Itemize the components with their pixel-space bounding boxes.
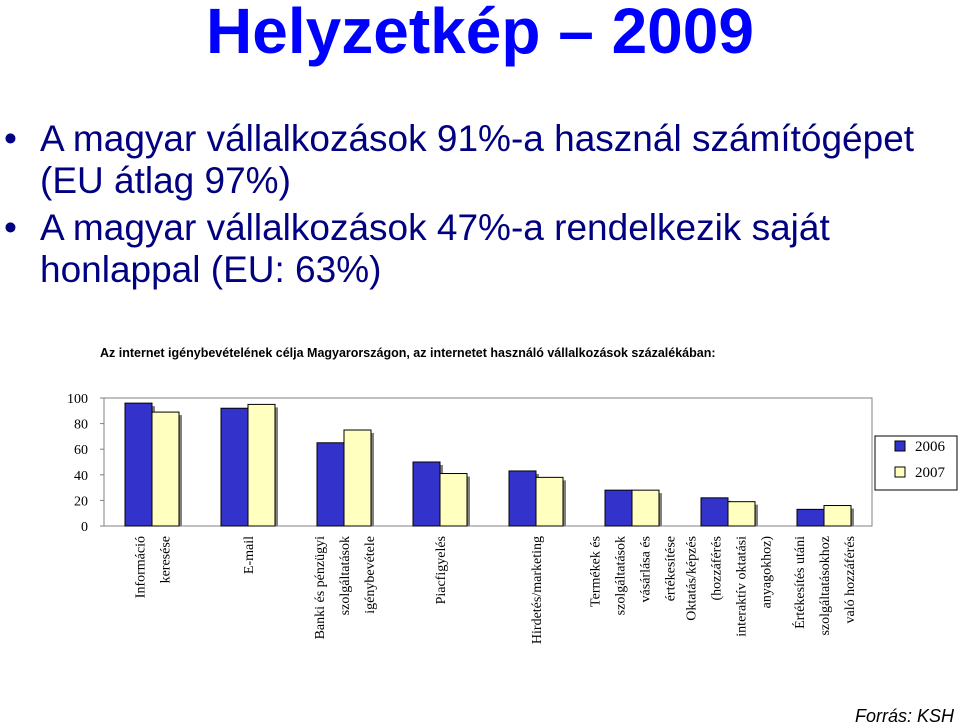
x-tick-label: Termékek és <box>588 536 604 607</box>
bar-2006 <box>797 509 824 526</box>
x-tick-label: E-mail <box>242 536 257 575</box>
x-tick-label: igénybevétele <box>363 536 378 614</box>
bar-2007 <box>440 474 467 526</box>
y-tick-label: 100 <box>67 392 88 407</box>
bar-2007 <box>344 430 371 526</box>
bullet-text: A magyar vállalkozások 47%-a rendelkezik saját honlappal (EU: 63%) <box>40 207 830 290</box>
bar-2006 <box>509 471 536 526</box>
x-tick-label: Értékesítés utáni <box>793 536 808 629</box>
bar-2007 <box>728 502 755 526</box>
x-tick-label: Információ <box>133 536 149 599</box>
x-tick-label: szolgáltatásokhoz <box>818 536 833 636</box>
x-tick-label: Banki és pénzügyi <box>313 536 328 640</box>
bar-2006 <box>125 403 152 526</box>
y-tick-label: 40 <box>74 468 88 484</box>
bar-2006 <box>701 498 728 526</box>
x-tick-label: (hozzáférés <box>709 536 725 601</box>
legend-label: 2007 <box>915 465 945 481</box>
y-tick-label: 60 <box>74 443 88 459</box>
x-tick-label: való hozzáférés <box>843 536 858 624</box>
bar-2007 <box>632 490 659 526</box>
x-tick-label: szolgáltatások <box>613 536 629 616</box>
bar-2007 <box>248 404 275 526</box>
y-tick-label: 20 <box>74 494 88 510</box>
legend-swatch <box>895 441 905 451</box>
bullet-dot-icon: • <box>4 207 17 248</box>
legend-label: 2006 <box>915 439 945 455</box>
x-tick-label: anyagokhoz) <box>759 536 775 609</box>
x-tick-label: Oktatás/képzés <box>684 536 700 621</box>
x-tick-label: vásárlása és <box>638 536 654 603</box>
chart-title: Az internet igénybevételének célja Magyarországon, az internetet használó vállalkozások százalékában: <box>100 346 716 360</box>
source-note: Forrás: KSH <box>854 706 954 726</box>
y-tick-label: 80 <box>74 417 88 433</box>
slide-title: Helyzetkép – 2009 <box>206 0 754 67</box>
bar-2006 <box>605 490 632 526</box>
bar-2006 <box>317 443 344 526</box>
y-tick-label: 0 <box>81 520 88 535</box>
x-tick-label: szolgáltatások <box>338 536 353 616</box>
x-tick-label: Hirdetés/marketing <box>530 536 545 645</box>
bar-2007 <box>824 506 851 526</box>
x-tick-label: keresése <box>158 536 174 584</box>
bullet-dot-icon: • <box>4 118 17 159</box>
bullet-text: A magyar vállalkozások 91%-a használ számítógépet (EU átlag 97%) <box>40 118 915 201</box>
x-tick-label: Piacfigyelés <box>434 536 449 605</box>
bar-2007 <box>536 477 563 526</box>
bar-2007 <box>152 412 179 526</box>
bar-2006 <box>413 462 440 526</box>
x-tick-label: értékesítése <box>663 536 679 602</box>
x-tick-label: interaktív oktatási <box>734 536 750 637</box>
legend-swatch <box>895 467 905 477</box>
bar-2006 <box>221 408 248 526</box>
